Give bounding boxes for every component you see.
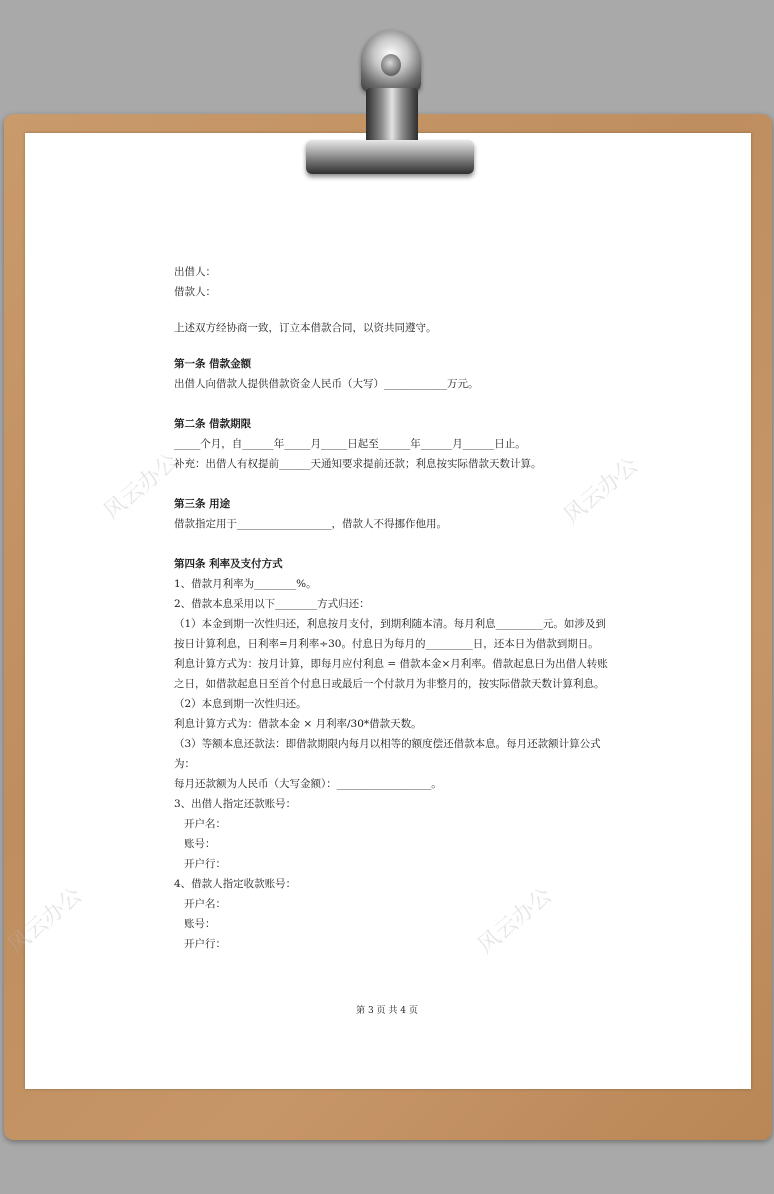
article-4-text: 每月还款额为人民币（大写金额）：__________________。 (174, 778, 442, 790)
account-number-label: 账号： (184, 918, 216, 930)
article-4-text: （1）本金到期一次性归还，利息按月支付，到期利随本清。每月利息_________元。如涉及到 (174, 618, 606, 630)
account-name-label: 开户名： (184, 898, 226, 910)
contract-body (174, 262, 608, 954)
borrower-label: 借款人： (174, 286, 216, 298)
article-4-text: （3）等额本息还款法：即借款期限内每月以相等的额度偿还借款本息。每月还款额计算公式 (174, 738, 601, 750)
article-4-item-2: 2、借款本息采用以下________方式归还： (174, 598, 370, 610)
clip-neck (366, 88, 418, 144)
article-4-heading: 第四条 利率及支付方式 (174, 558, 283, 570)
article-4-item-4: 4、借款人指定收款账号： (174, 878, 297, 890)
article-3-text: 借款指定用于__________________，借款人不得挪作他用。 (174, 518, 447, 530)
article-4-text: 为： (174, 758, 195, 770)
article-4-text: 利息计算方式为：借款本金 × 月利率/30*借款天数。 (174, 718, 422, 730)
clip-base (306, 140, 474, 174)
article-4-text: （2）本息到期一次性归还。 (174, 698, 307, 710)
article-4-text: 之日，如借款起息日至首个付息日或最后一个付款月为非整月的，按实际借款天数计算利息。 (174, 678, 605, 690)
watermark: 风云办公 (99, 449, 184, 525)
bank-label: 开户行： (184, 938, 226, 950)
article-4-item-1: 1、借款月利率为________%。 (174, 578, 317, 590)
account-number-label: 账号： (184, 838, 216, 850)
article-3-heading: 第三条 用途 (174, 498, 231, 510)
clip-hole (381, 54, 401, 76)
article-4-item-3: 3、出借人指定还款账号： (174, 798, 297, 810)
article-4-text: 按日计算利息，日利率=月利率÷30。付息日为每月的_________日，还本日为借款到期日。 (174, 638, 599, 650)
page-footer: 第 3 页 共 4 页 (356, 1006, 418, 1016)
article-2-text: _____个月，自______年_____月_____日起至______年______月______日止。 (174, 438, 526, 450)
preamble: 上述双方经协商一致，订立本借款合同，以资共同遵守。 (174, 322, 437, 334)
bank-label: 开户行： (184, 858, 226, 870)
account-name-label: 开户名： (184, 818, 226, 830)
watermark: 风云办公 (3, 883, 88, 959)
lender-label: 出借人： (174, 266, 216, 278)
watermark: 风云办公 (473, 883, 558, 959)
article-4-text: 利息计算方式为：按月计算，即每月应付利息 = 借款本金×月利率。借款起息日为出借人转账 (174, 658, 608, 670)
watermark: 风云办公 (559, 453, 644, 529)
article-1-text: 出借人向借款人提供借款资金人民币（大写）____________万元。 (174, 378, 479, 390)
article-2-heading: 第二条 借款期限 (174, 418, 252, 430)
article-1-heading: 第一条 借款金额 (174, 358, 252, 370)
article-2-supplement: 补充：出借人有权提前______天通知要求提前还款；利息按实际借款天数计算。 (174, 458, 542, 470)
